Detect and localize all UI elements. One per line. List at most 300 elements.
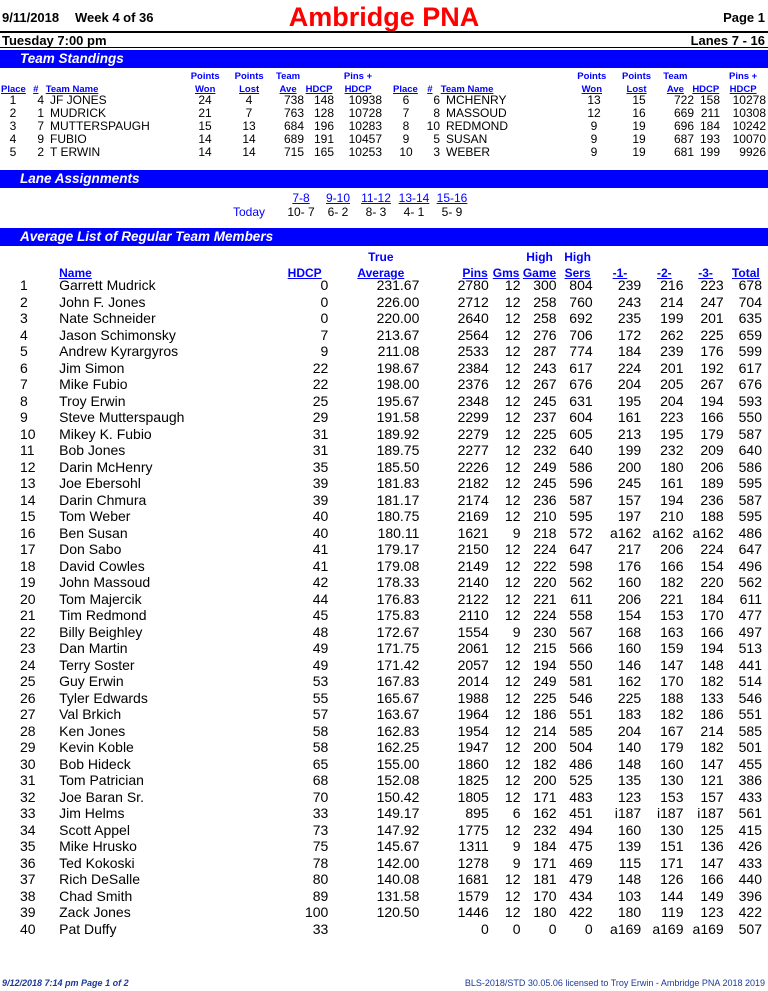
report-date: 9/11/2018 [2, 10, 60, 25]
member-name: Joe Baran Sr. [59, 788, 144, 805]
games: 12 [504, 722, 521, 739]
game-1: 154 [617, 607, 642, 623]
col-points-lost-1: Points [622, 71, 652, 82]
member-rank: 13 [20, 475, 36, 491]
member-hdcp: 80 [312, 871, 329, 887]
member-rank: 34 [20, 821, 36, 838]
high-series: 640 [569, 442, 593, 458]
today-label: Today [233, 205, 266, 219]
high-series: 604 [569, 409, 593, 425]
pins-plus-hdcp: 10308 [732, 106, 766, 120]
member-hdcp: 25 [312, 392, 329, 409]
game-3: 123 [700, 904, 724, 920]
true-average: 142.00 [376, 854, 420, 871]
member-name: Billy Beighley [59, 623, 143, 640]
true-average: 120.50 [376, 904, 420, 920]
member-name: Scott Appel [59, 821, 130, 838]
high-series: 546 [569, 689, 593, 706]
col-true-1: True [368, 250, 394, 264]
col-hdcp: HDCP [692, 84, 720, 95]
game-2: 144 [660, 887, 684, 904]
team-average: 689 [283, 132, 304, 146]
points-lost: 19 [632, 145, 646, 159]
member-hdcp: 0 [320, 310, 329, 326]
average-list-table [0, 277, 766, 937]
high-game: 171 [533, 788, 557, 805]
high-game: 221 [533, 590, 557, 607]
team-number: 1 [37, 106, 44, 120]
team-place: 1 [9, 93, 17, 107]
points-lost: 14 [242, 132, 256, 146]
high-game: 236 [533, 491, 557, 508]
high-series: 586 [569, 458, 593, 475]
pins: 1554 [457, 623, 489, 640]
member-rank: 29 [20, 739, 36, 755]
high-game: 194 [533, 656, 557, 673]
true-average: 176.83 [376, 590, 420, 607]
games: 12 [504, 541, 521, 557]
true-average: 226.00 [376, 293, 420, 310]
total: 426 [738, 838, 762, 854]
games: 12 [504, 640, 521, 656]
games: 12 [504, 475, 521, 491]
high-game: 214 [533, 722, 557, 739]
pins: 2149 [457, 557, 489, 574]
high-game: 300 [533, 277, 557, 293]
game-1: 160 [617, 640, 642, 656]
high-game: 224 [533, 541, 557, 557]
true-average: 181.83 [376, 475, 420, 491]
member-rank: 22 [20, 623, 36, 640]
total: 422 [738, 904, 762, 920]
pins: 1988 [457, 689, 489, 706]
member-rank: 10 [20, 425, 36, 442]
true-average: 231.67 [376, 277, 420, 293]
high-series: 475 [569, 838, 593, 854]
game-2: 194 [660, 491, 684, 508]
col-pins: Pins [462, 266, 488, 280]
true-average: 162.83 [376, 722, 420, 739]
high-game: 276 [533, 326, 557, 343]
member-name: Steve Mutterspaugh [59, 409, 185, 425]
high-game: 171 [533, 854, 557, 871]
points-won: 9 [590, 145, 598, 159]
col-game-2: -2- [657, 266, 672, 280]
page-number: Page 1 [723, 10, 765, 25]
member-row [0, 772, 766, 789]
game-2: 206 [660, 541, 684, 557]
high-series: 434 [569, 887, 593, 904]
lane-assignments-banner [0, 170, 768, 188]
member-name: Mike Fubio [59, 376, 128, 392]
games: 12 [504, 442, 521, 458]
member-hdcp: 58 [312, 739, 329, 755]
game-2: 239 [660, 343, 684, 359]
high-series: 647 [569, 541, 593, 557]
member-hdcp: 55 [312, 689, 329, 706]
member-name: Rich DeSalle [59, 871, 141, 887]
member-rank: 18 [20, 557, 36, 574]
high-game: 182 [533, 755, 557, 772]
pins: 2384 [457, 359, 489, 376]
game-3: 149 [700, 887, 724, 904]
game-1: 184 [617, 343, 642, 359]
games: 12 [504, 458, 521, 475]
game-2: 214 [660, 293, 684, 310]
member-name: Val Brkich [59, 706, 122, 722]
true-average: 198.67 [376, 359, 420, 376]
header-divider [0, 31, 768, 33]
member-hdcp: 48 [312, 623, 329, 640]
team-hdcp: 148 [313, 93, 334, 107]
game-1: 103 [617, 887, 642, 904]
games: 9 [512, 524, 521, 541]
game-2: 221 [660, 590, 684, 607]
col-place: Place [393, 84, 418, 95]
team-name: FUBIO [50, 132, 87, 146]
member-rank: 37 [20, 871, 36, 887]
team-number: 4 [37, 93, 44, 107]
total: 617 [738, 359, 762, 376]
high-game: 249 [533, 673, 557, 689]
team-hdcp: 184 [699, 119, 720, 133]
team-name: MUTTERSPAUGH [50, 119, 150, 133]
col-points-lost-2: Lost [239, 84, 260, 95]
game-1: 148 [617, 871, 642, 887]
team-place: 2 [9, 106, 17, 120]
col-points-lost-2: Lost [626, 84, 647, 95]
true-average: 149.17 [376, 805, 420, 821]
game-2: i187 [657, 805, 684, 821]
true-average: 195.67 [376, 392, 420, 409]
game-3: i187 [697, 805, 724, 821]
true-average: 162.25 [376, 739, 420, 755]
games: 12 [504, 376, 521, 392]
points-won: 24 [198, 93, 212, 107]
true-average: 167.83 [376, 673, 420, 689]
points-won: 14 [198, 145, 212, 159]
pins-plus-hdcp: 9926 [739, 145, 766, 159]
high-series: 525 [569, 772, 593, 788]
games: 12 [504, 277, 521, 293]
member-row [0, 822, 766, 839]
team-average: 722 [673, 93, 694, 107]
true-average: 171.42 [376, 656, 420, 673]
games: 12 [504, 574, 521, 590]
games: 12 [504, 293, 521, 310]
week-label: Week 4 of 36 [75, 10, 154, 25]
member-hdcp: 22 [312, 376, 329, 392]
game-3: 194 [700, 640, 724, 656]
game-2: 166 [660, 557, 684, 574]
member-rank: 25 [20, 673, 36, 689]
lane-pair: 15-16 [436, 191, 468, 205]
total: 514 [738, 673, 762, 689]
col-high-game-2: Game [522, 266, 557, 280]
lane-matchup: 8- 3 [365, 205, 387, 219]
member-name: Ted Kokoski [59, 854, 135, 871]
col-true-2: Average [357, 266, 405, 280]
high-series: 692 [569, 310, 593, 326]
pins: 2277 [457, 442, 489, 458]
team-hdcp: 128 [313, 106, 334, 120]
games: 12 [504, 425, 521, 442]
pins-plus-hdcp: 10283 [348, 119, 382, 133]
col-total: Total [731, 266, 760, 280]
total: 396 [738, 887, 762, 904]
total: 455 [738, 755, 762, 772]
games: 12 [504, 607, 521, 623]
high-series: 760 [569, 293, 593, 310]
true-average: 172.67 [376, 623, 420, 640]
game-1: 206 [617, 590, 642, 607]
team-name: MASSOUD [446, 106, 507, 120]
total: 704 [738, 293, 762, 310]
pins: 1775 [457, 821, 489, 838]
lane-matchup: 10- 7 [287, 205, 315, 219]
game-1: 115 [618, 854, 642, 871]
lane-pair: 13-14 [398, 191, 430, 205]
member-hdcp: 0 [320, 293, 329, 310]
lane-pair: 11-12 [361, 191, 391, 205]
high-game: 258 [533, 310, 557, 326]
game-2: 161 [660, 475, 684, 491]
team-hdcp: 211 [700, 106, 720, 120]
member-rank: 28 [20, 722, 36, 739]
game-3: 182 [700, 739, 724, 755]
member-row [0, 426, 766, 443]
member-name: John F. Jones [59, 293, 146, 310]
team-name: SUSAN [446, 132, 488, 146]
member-rank: 5 [20, 343, 28, 359]
member-name: Ben Susan [59, 524, 128, 541]
total: 551 [738, 706, 762, 722]
col-gms: Gms [492, 266, 520, 280]
col-high-sers-1: High [564, 250, 591, 264]
game-1: 160 [617, 821, 642, 838]
col-pins-2: HDCP [729, 84, 757, 95]
member-row [0, 558, 766, 575]
game-2: 199 [660, 310, 684, 326]
game-2: 195 [660, 425, 684, 442]
points-lost: 19 [632, 132, 646, 146]
team-hdcp: 199 [699, 145, 720, 159]
game-1: 213 [617, 425, 642, 442]
member-row [0, 706, 766, 723]
lane-matchup: 5- 9 [441, 205, 463, 219]
member-hdcp: 33 [312, 805, 329, 821]
game-2: a162 [652, 524, 684, 541]
team-place: 8 [402, 119, 410, 133]
day-time: Tuesday 7:00 pm [2, 33, 107, 48]
points-lost: 7 [245, 106, 253, 120]
member-row [0, 393, 766, 410]
member-name: Darin Chmura [59, 491, 147, 508]
high-series: 567 [569, 623, 593, 640]
pins: 2014 [457, 673, 489, 689]
total: 440 [738, 871, 762, 887]
member-name: Tyler Edwards [59, 689, 148, 706]
pins: 1805 [457, 788, 489, 805]
high-series: 0 [584, 920, 593, 937]
true-average: 175.83 [376, 607, 420, 623]
high-game: 220 [533, 574, 557, 590]
high-series: 486 [569, 755, 593, 772]
pins-plus-hdcp: 10253 [348, 145, 382, 159]
member-rank: 33 [20, 805, 36, 821]
lane-matchups-row [283, 205, 471, 219]
game-3: 147 [700, 854, 724, 871]
total: 595 [738, 475, 762, 491]
col-hdcp: HDCP [305, 84, 333, 95]
game-3: 186 [700, 706, 724, 722]
game-1: 176 [617, 557, 642, 574]
game-2: 216 [660, 277, 684, 293]
game-3: 220 [700, 574, 724, 590]
game-3: 166 [700, 623, 724, 640]
high-game: 230 [533, 623, 557, 640]
game-3: 166 [700, 871, 724, 887]
true-average: 140.08 [376, 871, 420, 887]
footer-printed: 9/12/2018 7:14 pm Page 1 of 2 [2, 978, 129, 988]
high-series: 611 [570, 590, 593, 607]
lane-grid [283, 191, 471, 219]
pins: 2712 [457, 293, 489, 310]
true-average: 211.08 [377, 343, 420, 359]
high-series: 581 [569, 673, 593, 689]
total: 562 [738, 574, 762, 590]
games: 12 [504, 359, 521, 376]
true-average: 185.50 [376, 458, 420, 475]
team-average: 687 [673, 132, 694, 146]
game-2: 163 [660, 623, 684, 640]
true-average: 131.58 [376, 887, 420, 904]
member-hdcp: 35 [312, 458, 329, 475]
points-lost: 4 [245, 93, 253, 107]
standings-row [0, 146, 382, 159]
game-2: 223 [660, 409, 684, 425]
game-1: a169 [610, 920, 642, 937]
total: 550 [738, 409, 762, 425]
games: 12 [504, 557, 521, 574]
pins: 1964 [457, 706, 489, 722]
true-average: 198.00 [376, 376, 420, 392]
member-hdcp: 41 [312, 541, 329, 557]
total: 433 [738, 854, 762, 871]
high-series: 676 [569, 376, 593, 392]
member-name: Mike Hrusko [59, 838, 137, 854]
member-row [0, 508, 766, 525]
game-1: 199 [617, 442, 642, 458]
high-series: 479 [569, 871, 593, 887]
pins: 1446 [457, 904, 489, 920]
pins-plus-hdcp: 10278 [732, 93, 766, 107]
pins: 895 [465, 805, 489, 821]
high-series: 562 [569, 574, 593, 590]
points-won: 9 [590, 119, 598, 133]
col-pins-1: Pins + [728, 71, 758, 82]
member-rank: 4 [20, 326, 28, 343]
member-hdcp: 100 [304, 904, 329, 920]
member-rank: 23 [20, 640, 36, 656]
game-1: 172 [617, 326, 642, 343]
pins: 2150 [457, 541, 489, 557]
game-1: 200 [617, 458, 642, 475]
high-series: 774 [569, 343, 593, 359]
high-game: 218 [533, 524, 557, 541]
pins: 0 [480, 920, 489, 937]
standings-row [392, 146, 766, 159]
game-3: 201 [700, 310, 724, 326]
game-3: 194 [700, 392, 724, 409]
total: 611 [739, 590, 762, 607]
total: 647 [738, 541, 762, 557]
true-average: 163.67 [376, 706, 420, 722]
high-series: 585 [569, 722, 593, 739]
team-hdcp: 193 [699, 132, 720, 146]
lane-pairs-row [283, 191, 471, 205]
game-3: 136 [700, 838, 724, 854]
games: 12 [504, 310, 521, 326]
game-3: 179 [700, 425, 724, 442]
high-series: 551 [569, 706, 593, 722]
high-series: 566 [569, 640, 593, 656]
game-3: 121 [700, 772, 724, 788]
member-name: Tom Weber [59, 508, 131, 524]
member-name: Bob Hideck [59, 755, 131, 772]
game-2: 232 [660, 442, 684, 458]
pins-plus-hdcp: 10457 [348, 132, 382, 146]
game-3: 209 [700, 442, 724, 458]
game-3: 148 [700, 656, 724, 673]
team-place: 7 [402, 106, 410, 120]
member-hdcp: 40 [312, 508, 329, 524]
points-won: 21 [198, 106, 212, 120]
game-1: 224 [617, 359, 642, 376]
pins: 1860 [457, 755, 489, 772]
games: 0 [512, 920, 521, 937]
member-name: Guy Erwin [59, 673, 124, 689]
true-average: 179.08 [376, 557, 420, 574]
team-number: 8 [433, 106, 440, 120]
pins: 1681 [457, 871, 489, 887]
high-series: 631 [569, 392, 593, 409]
pins-plus-hdcp: 10938 [348, 93, 382, 107]
high-game: 200 [533, 772, 557, 788]
points-won: 15 [198, 119, 212, 133]
game-2: 182 [660, 706, 684, 722]
games: 12 [504, 788, 521, 805]
points-lost: 14 [242, 145, 256, 159]
high-game: 200 [533, 739, 557, 755]
member-name: Jim Helms [59, 805, 125, 821]
high-game: 224 [533, 607, 557, 623]
high-series: 483 [569, 788, 593, 805]
team-number: 2 [37, 145, 44, 159]
team-standings-banner [0, 50, 768, 68]
member-rank: 27 [20, 706, 36, 722]
total: 599 [738, 343, 762, 359]
member-row [0, 343, 766, 360]
game-2: 147 [660, 656, 684, 673]
high-game: 170 [533, 887, 557, 904]
game-3: 154 [700, 557, 724, 574]
member-hdcp: 39 [312, 491, 329, 508]
true-average: 155.00 [376, 755, 420, 772]
member-row [0, 541, 766, 558]
high-series: 558 [569, 607, 593, 623]
game-3: 206 [700, 458, 724, 475]
